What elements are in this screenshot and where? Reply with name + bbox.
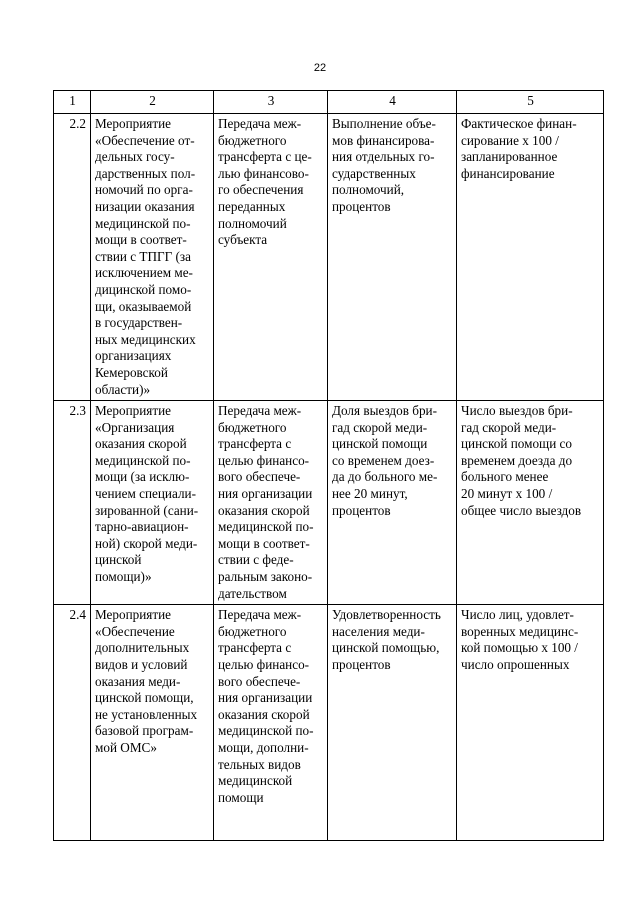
column-header: 1	[54, 91, 91, 114]
table-row	[54, 605, 604, 841]
formula-cell: Число выездов бри- гад скорой меди- цинской помощи со временем доезда до больного менее 20 минут х 100 / общее число выездов	[457, 401, 604, 605]
mechanism-cell: Передача меж- бюджетного трансферта с це- лью финансово- го обеспечения переданных полномочий субъекта	[214, 114, 328, 401]
activity-cell: Мероприятие «Обеспечение от- дельных госу- дарственных пол- номочий по орга- низации оказания медицинской по- мощи в соответ- ствии с ТПГГ (за исключением ме- дицинской помо- щи, оказываемой в государствен- ных медицинских организациях Кемеровской области)»	[91, 114, 214, 401]
column-header: 4	[328, 91, 457, 114]
formula-cell: Число лиц, удовлет- воренных медицинс- кой помощью х 100 / число опрошенных	[457, 605, 604, 841]
row-number: 2.3	[54, 401, 91, 605]
column-header: 2	[91, 91, 214, 114]
mechanism-cell: Передача меж- бюджетного трансферта с целью финансо- вого обеспече- ния организации оказания скорой медицинской по- мощи в соответ- ствии с феде- ральным законо- дательством	[214, 401, 328, 605]
activity-cell: Мероприятие «Организация оказания скорой медицинской по- мощи (за исклю- чением специали- зированной (сани- тарно-авиацион- ной) скорой меди- цинской помощи)»	[91, 401, 214, 605]
table-row	[54, 114, 604, 401]
indicator-cell: Выполнение объе- мов финансирова- ния отдельных го- сударственных полномочий, процентов	[328, 114, 457, 401]
row-number: 2.2	[54, 114, 91, 401]
page-number: 22	[313, 62, 327, 74]
measures-table	[53, 90, 604, 841]
activity-cell: Мероприятие «Обеспечение дополнительных видов и условий оказания меди- цинской помощи, не установленных базовой програм- мой ОМС»	[91, 605, 214, 841]
column-header: 3	[214, 91, 328, 114]
table-row	[54, 401, 604, 605]
row-number: 2.4	[54, 605, 91, 841]
indicator-cell: Удовлетворенность населения меди- цинской помощью, процентов	[328, 605, 457, 841]
column-header: 5	[457, 91, 604, 114]
formula-cell: Фактическое финан- сирование х 100 / запланированное финансирование	[457, 114, 604, 401]
indicator-cell: Доля выездов бри- гад скорой меди- цинской помощи со временем доез- да до больного ме- нее 20 минут, процентов	[328, 401, 457, 605]
mechanism-cell: Передача меж- бюджетного трансферта с целью финансо- вого обеспече- ния организации оказания скорой медицинской по- мощи, дополни- тельных видов медицинской помощи	[214, 605, 328, 841]
table-header-row	[54, 91, 604, 114]
